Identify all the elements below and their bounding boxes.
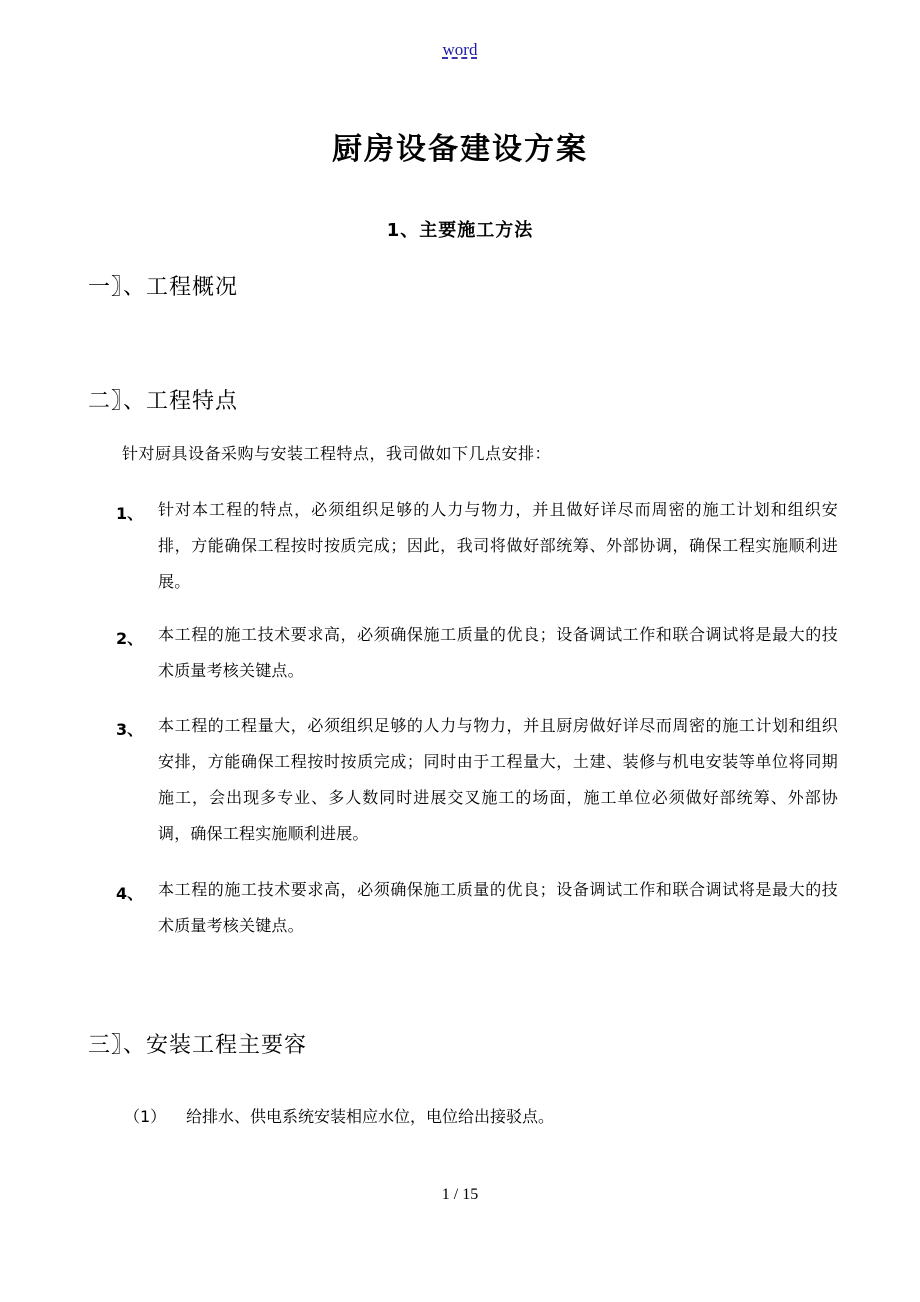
list-item-number: 3、: [116, 720, 144, 739]
section-heading-overview: 一〗、工程概况: [88, 275, 239, 300]
section-heading-installation: 三〗、安装工程主要容: [88, 1033, 308, 1058]
subitem-number: （1）: [124, 1107, 167, 1126]
list-item-text: 本工程的施工技术要求高，必须确保施工质量的优良；设备调试工作和联合调试将是最大的技术质量考核关键点。: [158, 880, 838, 935]
list-item-number: 4、: [116, 884, 144, 903]
list-item-number: 1、: [116, 504, 144, 523]
list-item-text: 本工程的工程量大，必须组织足够的人力与物力，并且厨房做好详尽而周密的施工计划和组织安排，方能确保工程按时按质完成；同时由于工程量大，土建、装修与机电安装等单位将同期施工，会出现多专业、多人数同时进展交叉施工的场面，施工单位必须做好部统筹、外部协调，确保工程实施顺利进展。: [158, 716, 838, 843]
list-item-text: 本工程的施工技术要求高，必须确保施工质量的优良；设备调试工作和联合调试将是最大的技术质量考核关键点。: [158, 625, 838, 680]
list-item-text: 针对本工程的特点，必须组织足够的人力与物力，并且做好详尽而周密的施工计划和组织安排，方能确保工程按时按质完成；因此，我司将做好部统筹、外部协调，确保工程实施顺利进展。: [158, 500, 838, 591]
subtitle-number: 1、: [386, 220, 420, 241]
header-word-link[interactable]: word: [442, 40, 478, 59]
document-subtitle: [0, 216, 920, 242]
subitem-text: 给排水、供电系统安装相应水位，电位给出接驳点。: [186, 1107, 555, 1126]
subtitle-text: 主要施工方法: [419, 220, 534, 241]
document-title: 厨房设备建设方案: [332, 132, 588, 167]
intro-paragraph: 针对厨具设备采购与安装工程特点，我司做如下几点安排：: [122, 444, 552, 463]
list-item-number: 2、: [116, 629, 144, 648]
page-number: 1 / 15: [441, 1186, 479, 1203]
section-heading-features: 二〗、工程特点: [88, 389, 239, 414]
